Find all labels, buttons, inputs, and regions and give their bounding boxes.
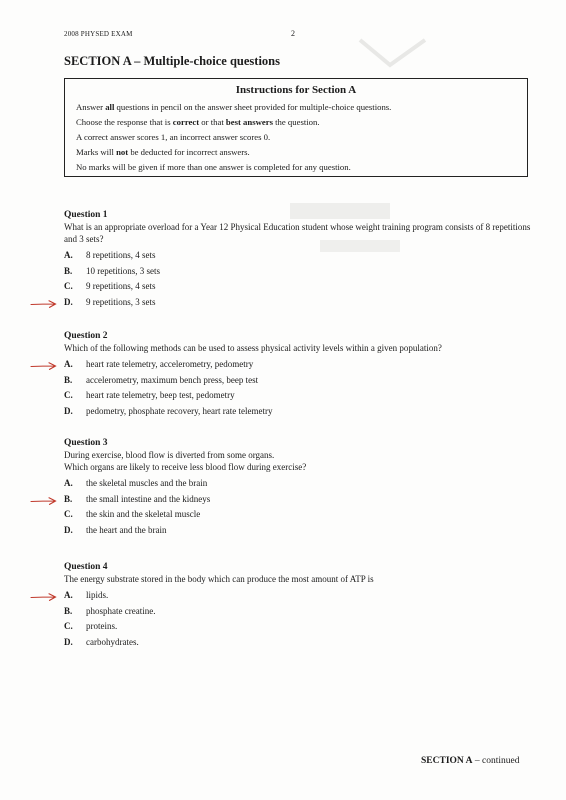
option-letter: C.: [64, 621, 73, 631]
question-3: [64, 437, 534, 538]
exam-code: 2008 PHYSED EXAM: [64, 30, 133, 38]
option-b: [64, 373, 534, 389]
question-heading: Question 1: [64, 210, 108, 220]
option-text: lipids.: [86, 590, 109, 600]
option-text: 9 repetitions, 4 sets: [86, 281, 156, 291]
option-text: phosphate creatine.: [86, 605, 156, 616]
option-letter: D.: [64, 296, 73, 307]
page-number: 2: [291, 29, 295, 38]
question-1: [64, 209, 534, 310]
answer-arrow-icon: [30, 300, 57, 308]
show-through-mark: [350, 30, 440, 70]
question-2: [64, 330, 534, 419]
option-letter: C.: [64, 281, 73, 291]
option-d: [64, 295, 534, 311]
page-footer: [421, 756, 519, 766]
option-text: pedometry, phosphate recovery, heart rate telemetry: [86, 405, 273, 416]
option-a: [64, 248, 534, 264]
instruction-line: No marks will be given if more than one answer is completed for any question.: [76, 162, 351, 172]
question-text: The energy substrate stored in the body which can produce the most amount of ATP is: [64, 574, 374, 584]
option-b: [64, 604, 534, 620]
option-text: proteins.: [86, 621, 118, 631]
option-list: [64, 248, 534, 310]
option-text: 10 repetitions, 3 sets: [86, 265, 160, 276]
option-letter: D.: [64, 524, 73, 535]
option-letter: B.: [64, 265, 73, 276]
instructions-box: [64, 78, 528, 177]
question-heading: Question 4: [64, 562, 108, 572]
footer-continued: – continued: [474, 756, 520, 766]
option-text: the heart and the brain: [86, 524, 167, 535]
option-letter: C.: [64, 509, 73, 519]
option-text: the skeletal muscles and the brain: [86, 478, 208, 488]
option-list: [64, 476, 534, 538]
option-text: the skin and the skeletal muscle: [86, 509, 201, 519]
option-c: [64, 388, 534, 404]
instruction-line: Marks will not be deducted for incorrect answers.: [76, 147, 250, 157]
option-text: 9 repetitions, 3 sets: [86, 296, 156, 307]
option-c: [64, 279, 534, 295]
option-text: the small intestine and the kidneys: [86, 493, 211, 504]
question-text: During exercise, blood flow is diverted from some organs. Which organs are likely to receive less blood flow during exercise?: [64, 450, 307, 472]
question-heading: Question 3: [64, 438, 108, 448]
option-letter: D.: [64, 636, 73, 647]
option-letter: D.: [64, 405, 73, 416]
option-text: accelerometry, maximum bench press, beep test: [86, 374, 259, 385]
option-letter: A.: [64, 250, 73, 260]
instruction-line: A correct answer scores 1, an incorrect answer scores 0.: [76, 132, 271, 142]
footer-section-label: SECTION A: [421, 756, 473, 766]
option-letter: B.: [64, 374, 73, 385]
option-text: heart rate telemetry, beep test, pedometry: [86, 390, 235, 400]
option-list: [64, 588, 534, 650]
answer-arrow-icon: [30, 362, 57, 370]
option-text: 8 repetitions, 4 sets: [86, 250, 156, 260]
option-a: [64, 588, 534, 604]
option-text: heart rate telemetry, accelerometry, pedometry: [86, 359, 254, 369]
option-a: [64, 357, 534, 373]
option-text: carbohydrates.: [86, 636, 139, 647]
question-text: What is an appropriate overload for a Year 12 Physical Education student whose weight training program consists of 8 repetitions and 3 sets?: [64, 222, 531, 244]
question-heading: Question 2: [64, 331, 108, 341]
option-b: [64, 264, 534, 280]
option-letter: C.: [64, 390, 73, 400]
option-letter: A.: [64, 359, 73, 369]
option-letter: A.: [64, 478, 73, 488]
option-c: [64, 507, 534, 523]
option-d: [64, 523, 534, 539]
option-d: [64, 635, 534, 651]
section-title: SECTION A – Multiple-choice questions: [64, 54, 280, 68]
answer-arrow-icon: [30, 497, 57, 505]
option-b: [64, 492, 534, 508]
instruction-line: Answer all questions in pencil on the answer sheet provided for multiple-choice questions.: [76, 102, 392, 112]
option-a: [64, 476, 534, 492]
question-4: [64, 561, 534, 650]
option-d: [64, 404, 534, 420]
question-text: Which of the following methods can be used to assess physical activity levels within a given population?: [64, 343, 442, 353]
instructions-title: Instructions for Section A: [235, 84, 357, 96]
instruction-line: Choose the response that is correct or that best answers the question.: [76, 117, 320, 127]
answer-arrow-icon: [30, 593, 57, 601]
option-letter: B.: [64, 493, 73, 504]
option-list: [64, 357, 534, 419]
option-letter: B.: [64, 605, 73, 616]
option-letter: A.: [64, 590, 73, 600]
option-c: [64, 619, 534, 635]
